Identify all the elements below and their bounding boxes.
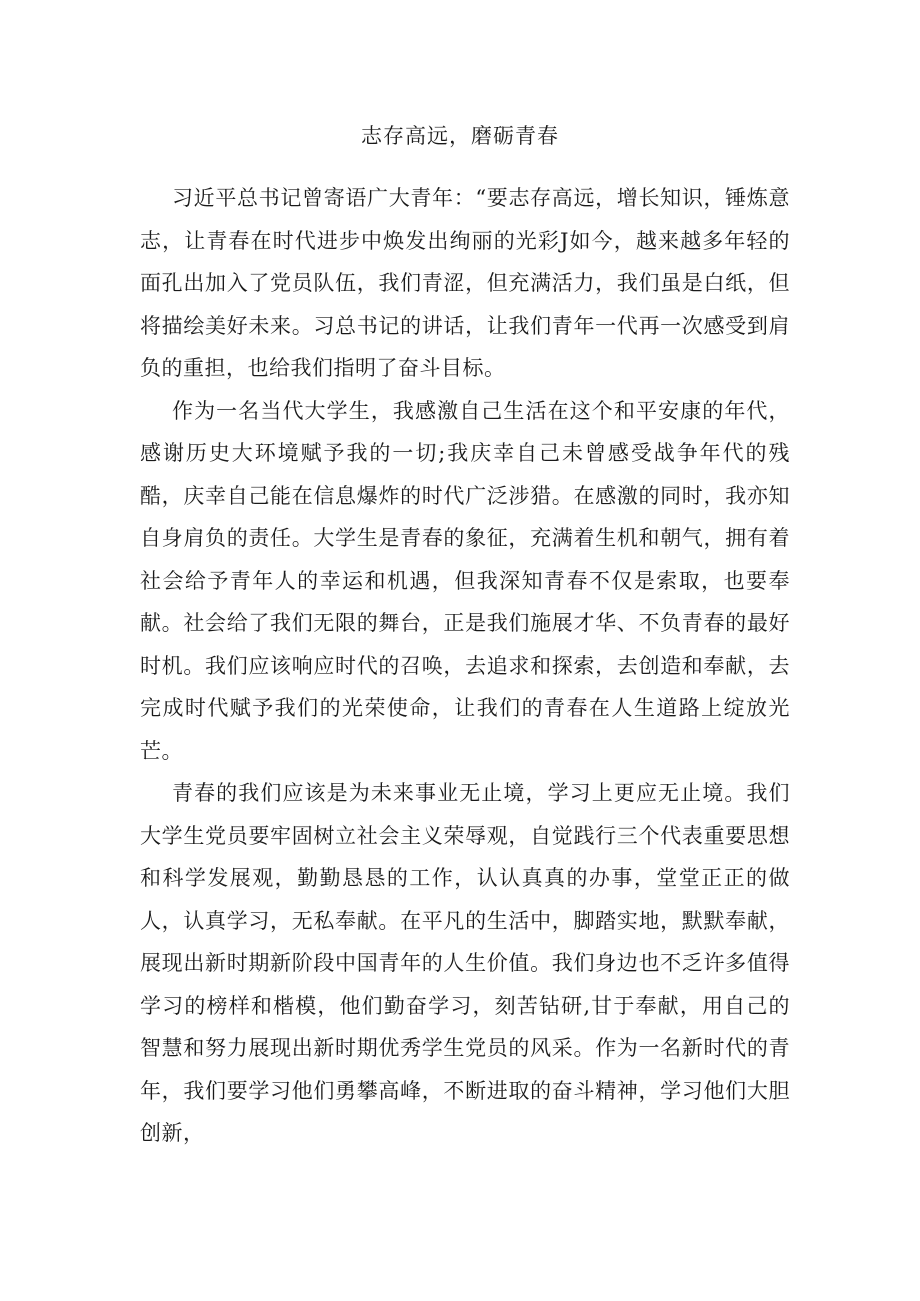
- paragraph-3: 青春的我们应该是为未来事业无止境，学习上更应无止境。我们大学生党员要牢固树立社会主义荣辱观，自觉践行三个代表重要思想和科学发展观，勤勤恳恳的工作，认认真真的办事，堂堂正正的做人，认真学习，无私奉献。在平凡的生活中，脚踏实地，默默奉献，展现出新时期新阶段中国青年的人生价值。我们身边也不乏许多值得学习的榜样和楷模，他们勤奋学习，刻苦钻研,甘于奉献，用自己的智慧和努力展现出新时期优秀学生党员的风采。作为一名新时代的青年，我们要学习他们勇攀高峰，不断进取的奋斗精神，学习他们大胆创新，: [140, 781, 790, 1145]
- paragraph-2: 作为一名当代大学生，我感激自己生活在这个和平安康的年代，感谢历史大环境赋予我的一切;我庆幸自己未曾感受战争年代的残酷，庆幸自己能在信息爆炸的时代广泛涉猎。在感激的同时，我亦知自身肩负的责任。大学生是青春的象征，充满着生机和朝气，拥有着社会给予青年人的幸运和机遇，但我深知青春不仅是索取，也要奉献。社会给了我们无限的舞台，正是我们施展才华、不负青春的最好时机。我们应该响应时代的召唤，去追求和探索，去创造和奉献，去完成时代赋予我们的光荣使命，让我们的青春在人生道路上绽放光芒。: [140, 398, 790, 763]
- document-title: 志存高远，磨砺青春: [361, 124, 559, 148]
- document-body: [140, 177, 790, 1155]
- paragraph-1: 习近平总书记曾寄语广大青年：“要志存高远，增长知识，锤炼意志，让青春在时代进步中焕发出绚丽的光彩J如今，越来越多年轻的面孔出加入了党员队伍，我们青涩，但充满活力，我们虽是白纸，但将描绘美好未来。习总书记的讲话，让我们青年一代再一次感受到肩负的重担，也给我们指明了奋斗目标。: [140, 186, 790, 380]
